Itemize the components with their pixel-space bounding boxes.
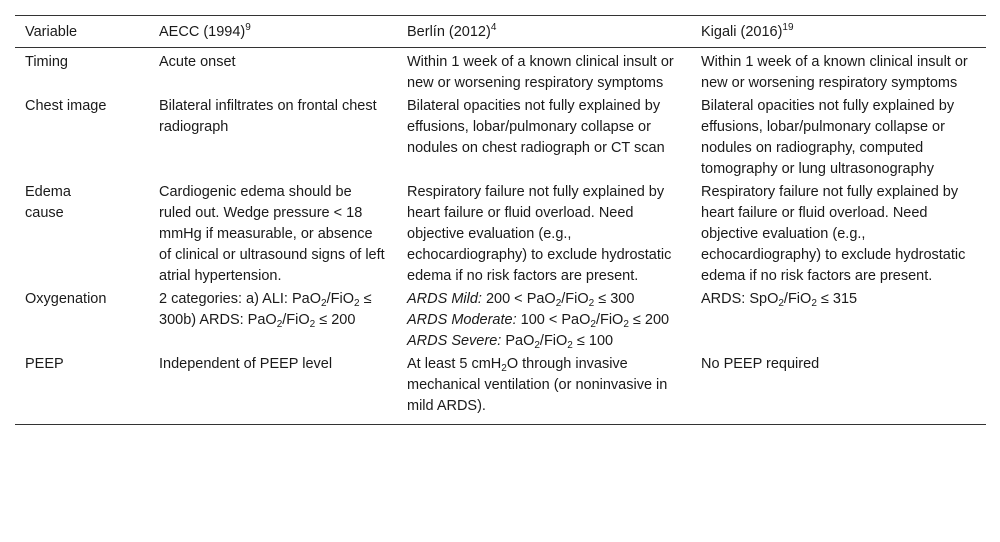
cell-berlin: Bilateral opacities not fully explained by effusions, lobar/pulmonary collapse or nodules on chest radiograph or CT scan: [407, 98, 665, 156]
row-label: Chest image: [25, 98, 107, 114]
cell-berlin: ARDS Mild: 200 < PaO$_2$/FiO$_2$ ≤ 300 ARDS Moderate: 100 < PaO$_2$/FiO$_2$ ≤ 200 ARDS Severe: PaO$_2$/FiO$_2$ ≤ 100: [407, 291, 670, 351]
header-variable: Variable: [25, 24, 78, 40]
cell-aecc: Acute onset: [159, 54, 236, 70]
header-kigali: Kigali $(2016)^{19}$: [701, 22, 794, 40]
cell-berlin: Within 1 week of a known clinical insult or new or worsening respiratory symptoms: [407, 54, 674, 91]
row-label: PEEP: [25, 356, 64, 372]
table-row: [15, 180, 986, 287]
cell-berlin: Respiratory failure not fully explained by heart failure or fluid overload. Need objective evaluation (e.g., echocardiography) to exclude hydrostatic edema if no risk factors are present.: [407, 184, 672, 284]
cell-kigali: Within 1 week of a known clinical insult or new or worsening respiratory symptoms: [701, 54, 968, 91]
row-label: Timing: [25, 54, 68, 70]
table-row: [15, 287, 986, 352]
cell-kigali: No PEEP required: [701, 356, 820, 372]
table-row: [15, 48, 986, 95]
row-label: [15, 180, 149, 287]
table-row: [15, 352, 986, 425]
header-row: [15, 16, 986, 48]
cell-kigali: Bilateral opacities not fully explained by effusions, lobar/pulmonary collapse or nodules on radiography, computed tomography or lung ultrasonography: [701, 98, 955, 177]
cell-berlin: At least 5 cmH$_2$O through invasive mechanical ventilation (or noninvasive in mild ARDS).: [407, 356, 668, 414]
cell-aecc: Cardiogenic edema should be ruled out. Wedge pressure < 18 mmHg if measurable, or absence of clinical or ultrasound signs of left atrial hypertension.: [159, 184, 385, 284]
cell-aecc: Bilateral infiltrates on frontal chest radiograph: [159, 98, 377, 135]
cell-aecc: 2 categories: a) ALI: PaO$_2$/FiO$_2$ ≤ 300b) ARDS: PaO$_2$/FiO$_2$ ≤ 200: [159, 291, 372, 330]
cell-kigali: ARDS: SpO$_2$/FiO$_2$ ≤ 315: [701, 291, 858, 309]
ards-criteria-table: [15, 15, 986, 425]
cell-aecc: Independent of PEEP level: [159, 356, 333, 372]
cell-kigali: Respiratory failure not fully explained by heart failure or fluid overload. Need objective evaluation (e.g., echocardiography) to exclude hydrostatic edema if no risk factors are present.: [701, 184, 966, 284]
header-aecc: AECC $(1994)^9$: [159, 22, 251, 40]
table-row: [15, 94, 986, 180]
row-label-text: Edema cause: [25, 184, 71, 221]
row-label: Oxygenation: [25, 291, 107, 307]
header-berlin: Berlín $(2012)^4$: [407, 22, 497, 40]
